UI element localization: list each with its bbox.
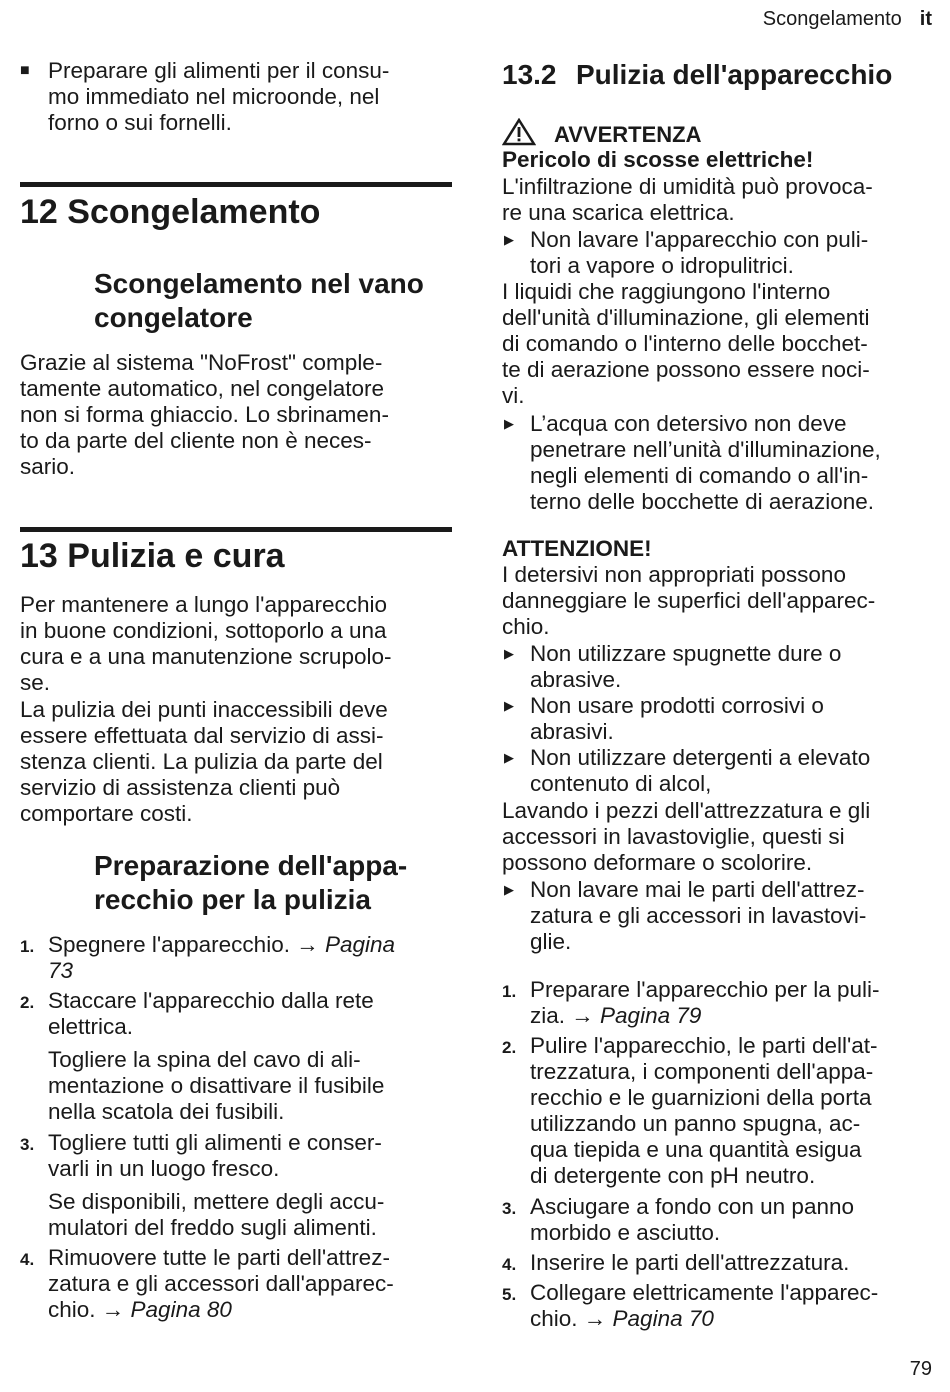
heading-13: 13 Pulizia e cura — [20, 537, 285, 575]
bullet-text: Non utilizzare detergenti a elevato contenuto di alcol, — [530, 745, 871, 796]
triangle-bullet-icon: ▶ — [504, 698, 514, 713]
step-number: 3. — [502, 1199, 517, 1218]
header-language: it — [919, 8, 932, 30]
bullet-text: Non lavare l'apparecchio con puli- tori a vapore o idropulitrici. — [530, 227, 869, 278]
heading-13-1-title: Preparazione dell'appa- recchio per la pulizia — [94, 850, 408, 915]
triangle-bullet-icon: ▶ — [504, 750, 514, 765]
step-number: 3. — [20, 1135, 35, 1154]
section-rule — [20, 527, 452, 532]
page-reference-link[interactable]: Pagina 70 — [612, 1306, 714, 1331]
step-note: Togliere la spina del cavo di ali- mentazione o disattivare il fusibile nella scatola dei fusibili. — [48, 1047, 385, 1124]
step-number: 4. — [20, 1250, 35, 1269]
step-number: 2. — [20, 993, 35, 1012]
section-12-1-body: Grazie al sistema "NoFrost" comple- tamente automatico, nel congelatore non si forma ghiaccio. Lo sbrinamen- to da parte del cliente non è neces- sario. — [20, 350, 389, 479]
step-text — [530, 1280, 932, 1332]
step-text-main: Collegare elettricamente l'apparec- chio. → — [530, 1280, 879, 1331]
page-number: 79 — [909, 1358, 932, 1380]
intro-bullet-text: Preparare gli alimenti per il consu- mo immediato nel microonde, nel forno o sui fornelli. — [48, 58, 390, 135]
section-rule — [20, 182, 452, 187]
step-text: Asciugare a fondo con un panno morbido e asciutto. — [530, 1194, 854, 1245]
step-text: Staccare l'apparecchio dalla rete elettrica. — [48, 988, 374, 1039]
page-reference-link[interactable]: Pagina 80 — [130, 1297, 232, 1322]
step-number: 1. — [502, 982, 517, 1001]
heading-12-1-number — [20, 267, 94, 301]
intro-bullet — [20, 58, 452, 138]
square-bullet-icon: ■ — [20, 62, 30, 79]
heading-13-1 — [20, 849, 526, 917]
step-text: Inserire le parti dell'attrezzatura. — [530, 1250, 850, 1275]
step-note: Se disponibili, mettere degli accu- mulatori del freddo sugli alimenti. — [48, 1189, 385, 1240]
heading-13-2-title: Pulizia dell'apparecchio — [576, 59, 893, 90]
step-text: Pulire l'apparecchio, le parti dell'at- trezzatura, i componenti dell'appa- recchio e le guarnizioni della porta utilizzando un panno spugna, ac- qua tiepida e una quantità esigua di detergente con pH neutro. — [530, 1033, 878, 1188]
triangle-bullet-icon: ▶ — [504, 882, 514, 897]
warning-text: L'infiltrazione di umidità può provoca- re una scarica elettrica. — [502, 174, 873, 225]
bullet-text: Non utilizzare spugnette dure o abrasive. — [530, 641, 842, 692]
triangle-bullet-icon: ▶ — [504, 232, 514, 247]
step-number: 5. — [502, 1285, 517, 1304]
bullet-text: L’acqua con detersivo non deve penetrare nell’unità d'illuminazione, negli elementi di comando o all'in- terno delle bocchette di aerazione. — [530, 411, 881, 514]
step-text — [530, 977, 932, 1029]
page-reference-link[interactable]: Pagina 79 — [600, 1003, 702, 1028]
heading-13-2-number: 13.2 — [502, 59, 557, 90]
step-text-main: Rimuovere tutte le parti dell'attrez- zatura e gli accessori dall'apparec- chio. → — [48, 1245, 394, 1322]
section-13-body-1: Per mantenere a lungo l'apparecchio in buone condizioni, sottoporlo a una cura e a una manutenzione scrupolo- se. — [20, 592, 392, 695]
heading-12-1 — [20, 267, 526, 335]
step-number: 4. — [502, 1255, 517, 1274]
running-header — [763, 8, 932, 31]
warning-header — [502, 118, 932, 148]
step-text: Togliere tutti gli alimenti e conser- varli in un luogo fresco. — [48, 1130, 382, 1181]
warning-triangle-icon — [502, 118, 536, 146]
page-reference-link[interactable]: Pagina 73 — [48, 932, 396, 983]
heading-12-1-title: Scongelamento nel vano congelatore — [94, 268, 424, 333]
step-text-main: Spegnere l'apparecchio. → — [48, 932, 325, 957]
section-13-body-2: La pulizia dei punti inaccessibili deve essere effettuata dal servizio di assi- stenza clienti. La pulizia da parte del servizio di assistenza clienti può comportare costi. — [20, 697, 388, 826]
warning-text: I liquidi che raggiungono l'interno dell'unità d'illuminazione, gli elementi di comando o l'interno delle bocchet- te di aerazione possono essere noci- vi. — [502, 279, 870, 408]
step-text — [48, 1245, 452, 1323]
warning-label: AVVERTENZA — [554, 122, 702, 147]
caution-text: I detersivi non appropriati possono danneggiare le superfici dell'apparec- chio. — [502, 562, 876, 639]
step-text-main: Preparare l'apparecchio per la puli- zia. → — [530, 977, 880, 1028]
step-text — [48, 932, 452, 984]
header-section: Scongelamento — [762, 8, 902, 30]
warning-subtitle: Pericolo di scosse elettriche! — [502, 147, 814, 172]
heading-12: 12 Scongelamento — [20, 193, 321, 231]
bullet-text: Non lavare mai le parti dell'attrez- zatura e gli accessori in lavastovi- glie. — [530, 877, 867, 954]
heading-13-2 — [502, 58, 932, 92]
triangle-bullet-icon: ▶ — [504, 416, 514, 431]
caution-text: Lavando i pezzi dell'attrezzatura e gli accessori in lavastoviglie, questi si possono deformare o scolorire. — [502, 798, 871, 875]
step-number: 2. — [502, 1038, 517, 1057]
step-number: 1. — [20, 937, 35, 956]
heading-13-1-number — [20, 849, 94, 883]
caution-label: ATTENZIONE! — [502, 536, 652, 561]
triangle-bullet-icon: ▶ — [504, 646, 514, 661]
bullet-text: Non usare prodotti corrosivi o abrasivi. — [530, 693, 824, 744]
